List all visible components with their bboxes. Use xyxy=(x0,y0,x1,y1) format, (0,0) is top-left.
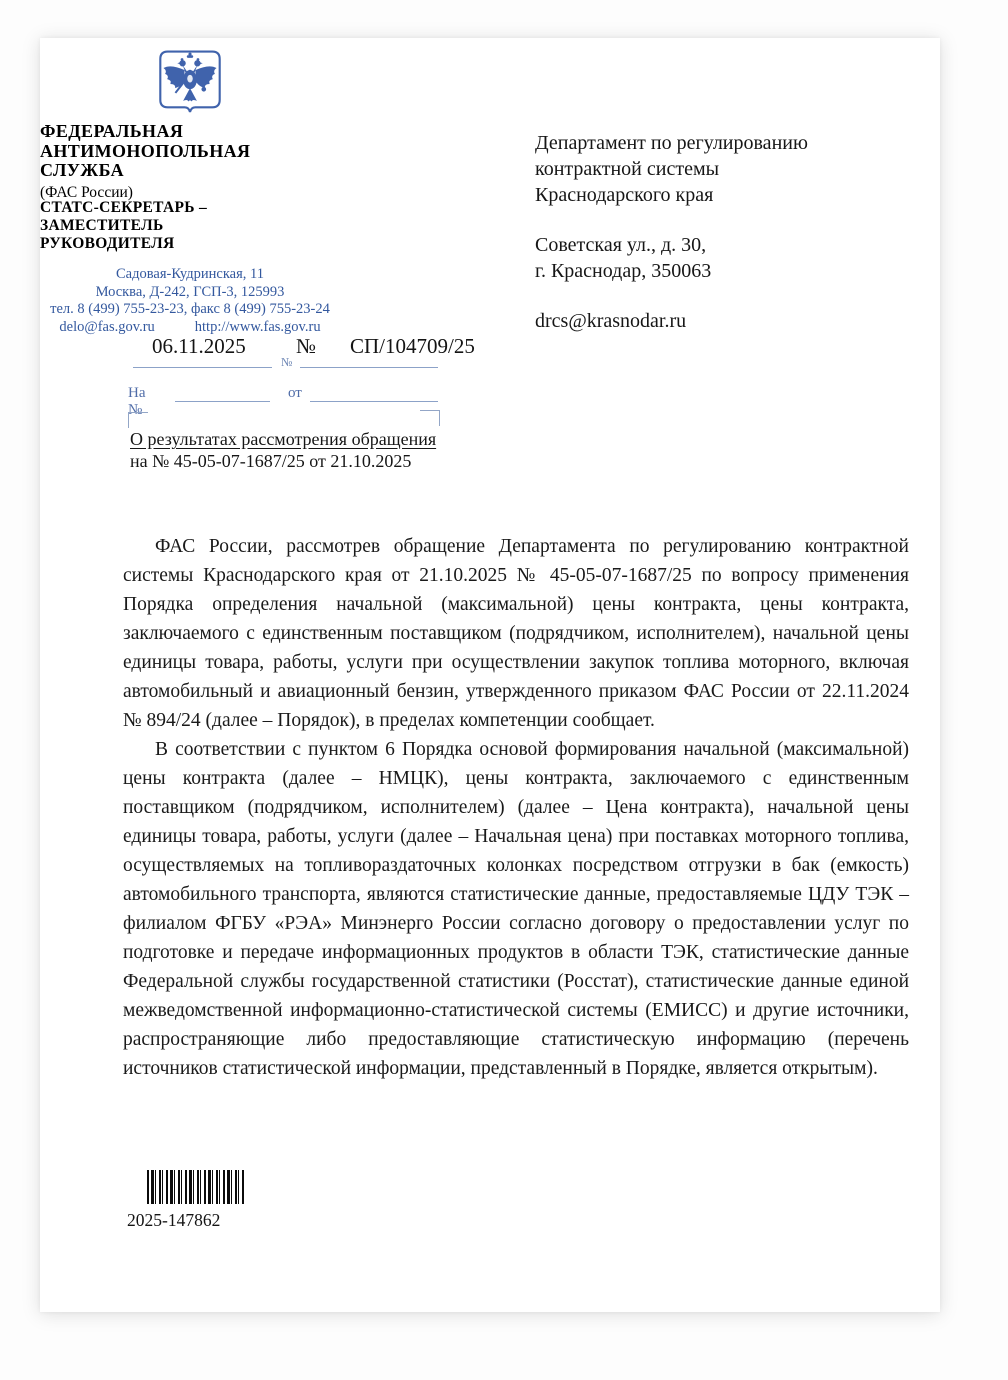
recipient-email: drcs@krasnodar.ru xyxy=(535,310,687,332)
position-line: РУКОВОДИТЕЛЯ xyxy=(40,235,175,252)
position-line: ЗАМЕСТИТЕЛЬ xyxy=(40,217,164,234)
sender-address-block xyxy=(10,266,370,336)
sender-email: delo@fas.gov.ru xyxy=(59,318,155,335)
letter-number: СП/104709/25 xyxy=(350,334,475,358)
letter-date: 06.11.2025 xyxy=(152,334,246,358)
ref-date-blank-line xyxy=(310,401,438,402)
barcode-icon xyxy=(147,1170,246,1204)
recipient-name-line: Департамент по регулированию xyxy=(535,132,808,154)
recipient-name-line: контрактной системы xyxy=(535,158,720,180)
org-short-name: (ФАС России) xyxy=(40,183,133,201)
subject-reference: на № 45-05-07-1687/25 от 21.10.2025 xyxy=(130,451,412,471)
sender-phone-fax: тел. 8 (499) 755-23-23, факс 8 (499) 755-23-24 xyxy=(50,301,330,318)
letter-body xyxy=(123,532,909,1083)
coat-of-arms-icon xyxy=(158,50,222,120)
recipient-name-line: Краснодарского края xyxy=(535,184,714,206)
date-blank-line xyxy=(133,367,272,368)
template-numero-sign: № xyxy=(281,355,293,369)
org-name-block xyxy=(40,122,340,202)
sender-street: Садовая-Кудринская, 11 xyxy=(116,266,264,282)
body-paragraph: В соответствии с пунктом 6 Порядка основой формирования начальной (максимальной) цены контракта (далее – НМЦК), цены контракта, заключаемого с единственным поставщиком (подрядчиком, исполнителем) (далее – Цена контракта), начальной цены единицы товара, работы, услуги (далее – Начальная цена) при поставках моторного топлива, осуществляемых на топливораздаточных колонках посредством отгрузки в бак (емкость) автомобильного транспорта, являются статистические данные, предоставляемые ЦДУ ТЭК – филиалом ФГБУ «РЭА» Минэнерго России согласно договору о предоставлении услуг по подготовке и передаче информационных продуктов в области ТЭК, статистические данные Федеральной службы государственной статистики (Росстат), статистические данные единой межведомственной информационно-статистической системы (ЕМИСС) и другие источники, распространяющие либо предоставляющие статистическую информацию (перечень источников статистической информации, представленный в Порядке, является открытым). xyxy=(123,739,909,1079)
corner-mark-left xyxy=(128,412,148,428)
sender-website: http://www.fas.gov.ru xyxy=(194,318,321,335)
number-blank-line xyxy=(300,367,438,368)
recipient-block xyxy=(535,130,925,334)
ref-number-blank-line xyxy=(175,401,270,402)
recipient-city: г. Краснодар, 350063 xyxy=(535,260,712,282)
letter-page xyxy=(40,38,940,1312)
subject-block xyxy=(130,428,480,472)
body-paragraph: ФАС России, рассмотрев обращение Департамента по регулированию контрактной системы Краснодарского края от 21.10.2025 № 45-05-07-1687/25 по вопросу применения Порядка определения начальной (максимальной) цены контракта, цены контракта, заключаемого с единственным поставщиком (подрядчиком, исполнителем), начальной цены единицы товара, работы, услуги при осуществлении закупок топлива моторного, включая автомобильный и авиационный бензин, утвержденного приказом ФАС России от 22.11.2024 № 894/24 (далее – Порядок), в пределах компетенции сообщает. xyxy=(123,536,909,731)
corner-mark-right xyxy=(420,410,440,426)
position-line: СТАТС-СЕКРЕТАРЬ – xyxy=(40,199,208,216)
org-name-line: ФЕДЕРАЛЬНАЯ xyxy=(40,121,184,141)
barcode-number: 2025-147862 xyxy=(127,1210,221,1230)
numero-sign: № xyxy=(296,334,317,358)
sender-city: Москва, Д-242, ГСП-3, 125993 xyxy=(95,283,285,300)
recipient-street: Советская ул., д. 30, xyxy=(535,234,707,256)
signer-position-block xyxy=(40,199,340,253)
ref-number-label: На № xyxy=(128,385,146,418)
subject-title: О результатах рассмотрения обращения xyxy=(130,429,437,449)
ref-date-label: от xyxy=(288,385,302,401)
org-name-line: АНТИМОНОПОЛЬНАЯ xyxy=(40,140,251,161)
org-name-line: СЛУЖБА xyxy=(40,160,125,180)
date-number-row xyxy=(40,334,510,360)
